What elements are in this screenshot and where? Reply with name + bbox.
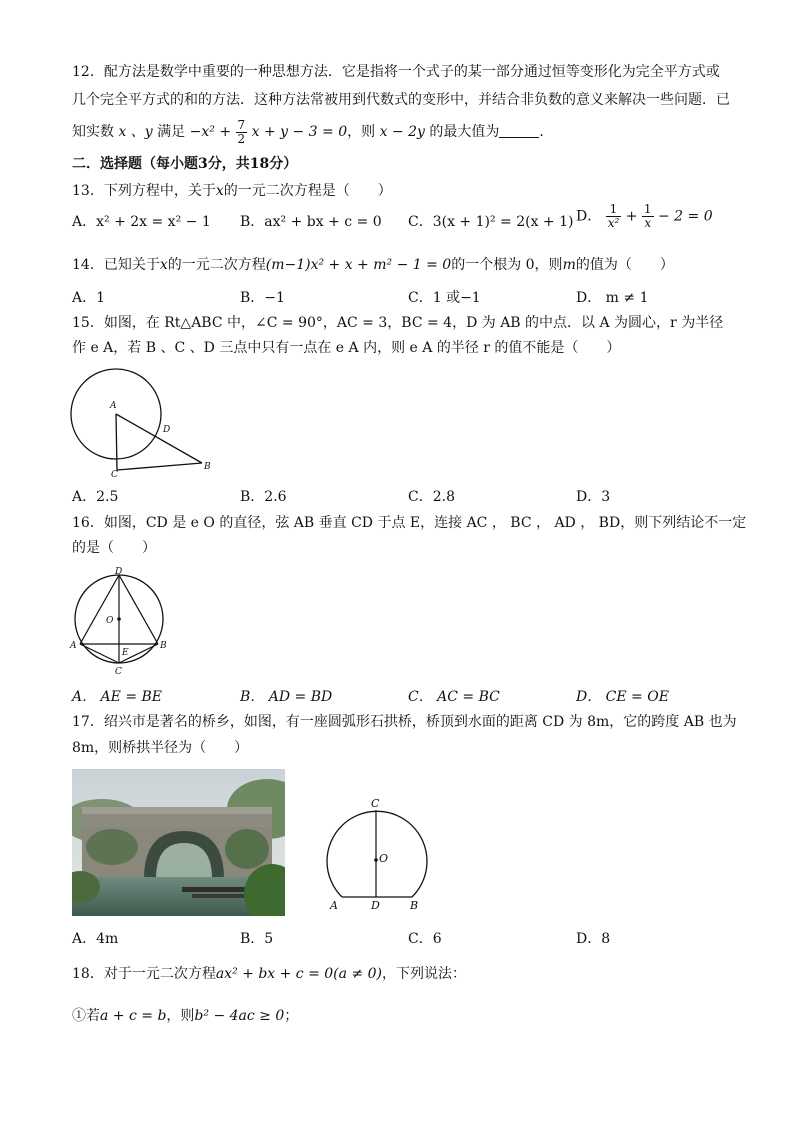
q14-option-c[interactable]: C．1 或−1: [408, 290, 481, 306]
label-c: C: [111, 470, 118, 478]
label-o: O: [379, 852, 389, 865]
center-point: [117, 617, 121, 621]
label-d: D: [163, 425, 171, 435]
q14-options: [72, 287, 732, 309]
q13-option-d[interactable]: D． $\frac{1}{\text{x²}}$ + $\frac{1}{x}$ − 2 = 0: [576, 202, 713, 230]
q17-option-a[interactable]: A．4m: [72, 931, 119, 947]
q13-option-a[interactable]: A．x² + 2x = x² − 1: [72, 214, 211, 230]
fraction-seven-halves: $\frac{7}{2}$: [237, 117, 246, 146]
label-o: O: [106, 616, 114, 626]
segment-ab: [116, 414, 202, 463]
q14-option-d[interactable]: D． m ≠ 1: [576, 290, 649, 306]
answer-blank[interactable]: [499, 123, 539, 138]
q18-stem: 18．对于一元二次方程ax² + bx + c = 0(a ≠ 0)，下列说法：: [72, 966, 466, 982]
q15-options: [72, 486, 732, 508]
segment-ac: [80, 644, 119, 663]
q17-option-d[interactable]: D．8: [576, 931, 611, 947]
q15-figure: [70, 366, 220, 478]
label-d: D: [115, 567, 123, 577]
q17-option-c[interactable]: C．6: [408, 931, 442, 947]
label-a: A: [110, 401, 117, 411]
q15-option-a[interactable]: A．2.5: [72, 489, 119, 505]
segment-ad: [80, 575, 119, 644]
label-b: B: [410, 899, 419, 912]
label-a: A: [330, 899, 338, 912]
segment-bd: [119, 575, 158, 644]
q17-option-b[interactable]: B．5: [240, 931, 274, 947]
center-point: [374, 858, 378, 862]
label-b: B: [160, 641, 167, 651]
stone-bridge-image: [72, 769, 285, 916]
segment-ac: [116, 414, 117, 470]
segment-cb: [117, 463, 202, 470]
q13-option-b[interactable]: B．ax² + bx + c = 0: [240, 214, 382, 230]
q16-figure: [66, 564, 176, 680]
stone-bridge-photo: [72, 769, 285, 916]
q15-option-b[interactable]: B．2.6: [240, 489, 287, 505]
q17-options: [72, 928, 732, 950]
q17-line1: 17．绍兴市是著名的桥乡，如图，有一座圆弧形石拱桥，桥顶到水面的距离 CD 为 8m，它的跨度 AB 也为: [72, 714, 737, 730]
label-c: C: [115, 667, 122, 677]
bridge-arc: [327, 811, 427, 897]
label-c: C: [371, 797, 380, 810]
q16-option-b[interactable]: B． AD = BD: [240, 689, 333, 705]
label-a: A: [70, 641, 77, 651]
q14-option-a[interactable]: A．1: [72, 290, 106, 306]
q16-line1: 16．如图，CD 是 e O 的直径，弦 AB 垂直 CD 于点 E，连接 AC ， BC ， AD ， BD，则下列结论不一定: [72, 515, 747, 531]
q16-option-d[interactable]: D． CE = OE: [576, 689, 669, 705]
q13-options: [72, 202, 732, 233]
q12-line2: 几个完全平方式的和的方法．这种方法常被用到代数式的变形中，并结合非负数的意义来解决一些问题．已: [72, 92, 730, 108]
q15-option-c[interactable]: C．2.8: [408, 489, 455, 505]
q17-figure: [322, 794, 434, 916]
q12-line3: 知实数 x 、y 满足 −x² + $\frac{7}{2}$ x + y − 3 = 0，则 x − 2y 的最大值为 ．: [72, 117, 554, 146]
q14-stem: 14．已知关于x的一元二次方程(m−1)x² + x + m² − 1 = 0的一个根为 0，则m的值为（ ）: [72, 257, 674, 273]
q16-option-c[interactable]: C． AC = BC: [408, 689, 500, 705]
q16-option-a[interactable]: A． AE = BE: [72, 689, 163, 705]
q14-option-b[interactable]: B．−1: [240, 290, 285, 306]
q15-line1: 15．如图，在 Rt△ABC 中，∠C = 90°，AC = 3，BC = 4，D 为 AB 的中点．以 A 为圆心，r 为半径: [72, 315, 724, 331]
q12-line1: 12．配方法是数学中重要的一种思想方法．它是指将一个式子的某一部分通过恒等变形化为完全平方式或: [72, 64, 720, 80]
label-b: B: [204, 462, 211, 472]
q16-line2: 的是（ ）: [72, 540, 156, 556]
q17-line2: 8m，则桥拱半径为（ ）: [72, 740, 249, 756]
q15-line2: 作 e A，若 B 、C 、D 三点中只有一点在 e A 内，则 e A 的半径 r 的值不能是（ ）: [72, 340, 621, 356]
q15-option-d[interactable]: D．3: [576, 489, 611, 505]
label-e: E: [122, 648, 129, 658]
q18-item1: ①若a + c = b，则b² − 4ac ≥ 0；: [72, 1008, 299, 1024]
section-heading: 二．选择题（每小题3分，共18分）: [72, 156, 298, 172]
q13-stem: 13．下列方程中，关于x的一元二次方程是（ ）: [72, 183, 392, 199]
q13-option-c[interactable]: C．3(x + 1)² = 2(x + 1): [408, 214, 574, 230]
q16-options: [72, 686, 732, 708]
label-d: D: [371, 899, 380, 912]
